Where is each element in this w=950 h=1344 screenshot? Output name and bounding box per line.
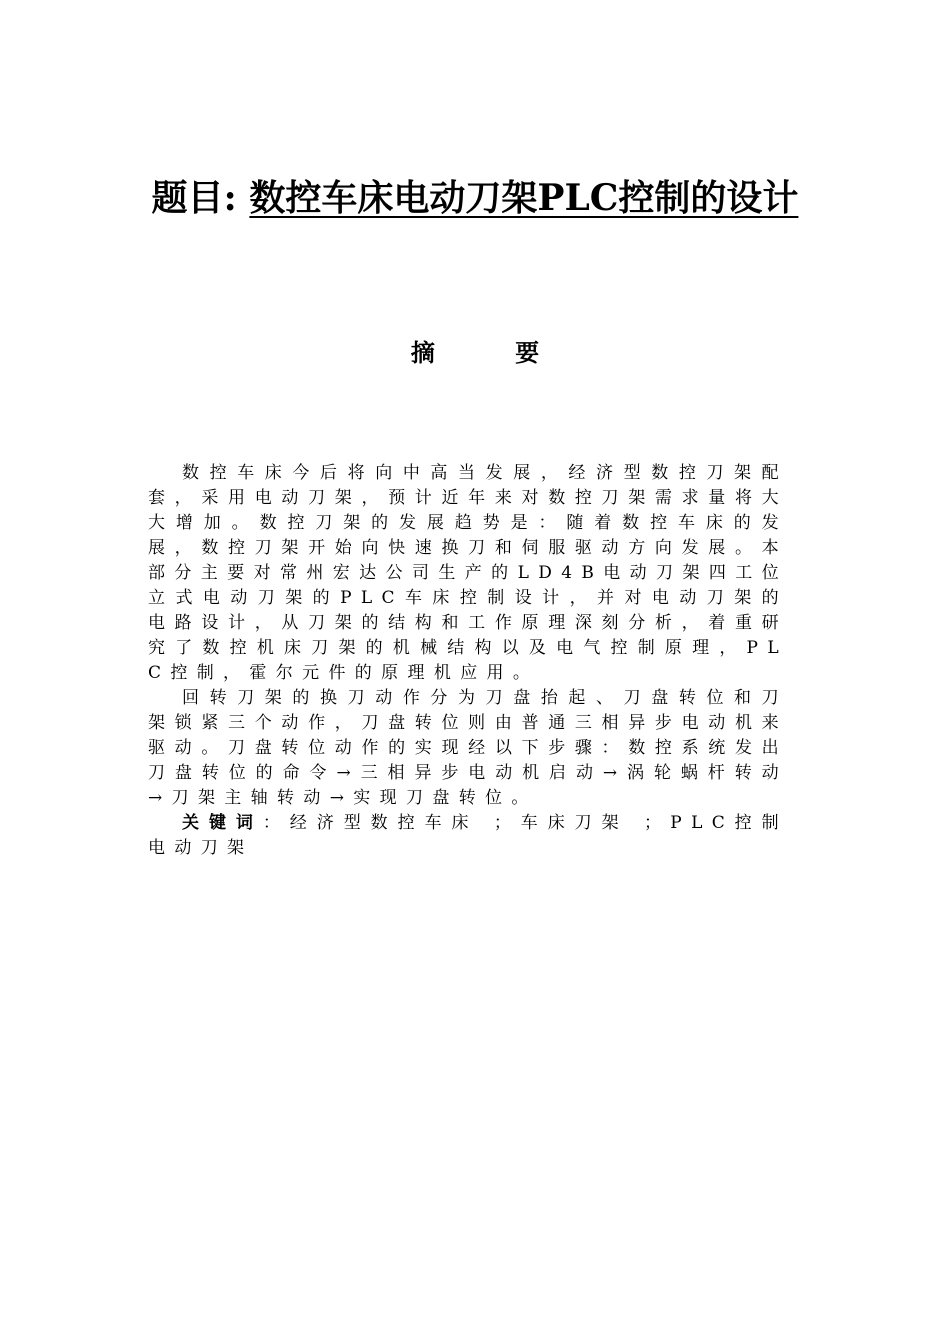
abstract-paragraph-2: 回转刀架的换刀动作分为刀盘抬起、刀盘转位和刀架锁紧三个动作，刀盘转位则由普通三相异步电动机来驱动。刀盘转位动作的实现经以下步骤：数控系统发出刀盘转位的命令→三相异步电动机启动→涡轮蜗杆转动→刀架主轴转动→实现刀盘转位。 — [148, 688, 788, 808]
abstract-body — [148, 461, 788, 861]
keywords-value: ：经济型数控车床 ；车床刀架 ；PLC控制电动刀架 — [148, 813, 788, 858]
abstract-paragraph-1: 数控车床今后将向中高当发展，经济型数控刀架配套，采用电动刀架，预计近年来对数控刀架需求量将大大增加。数控刀架的发展趋势是：随着数控车床的发展，数控刀架开始向快速换刀和伺服驱动方向发展。本部分主要对常州宏达公司生产的LD4B电动刀架四工位立式电动刀架的PLC车床控制设计，并对电动刀架的电路设计，从刀架的结构和工作原理深刻分析，着重研究了数控机床刀架的机械结构以及电气控制原理，PLC控制，霍尔元件的原理机应用。 — [148, 463, 788, 683]
abstract-heading: 摘 要 — [410, 338, 576, 367]
title-text: 数控车床电动刀架PLC控制的设计 — [249, 177, 799, 219]
keywords-label: 关键词 — [182, 813, 263, 833]
keywords-line — [148, 811, 788, 861]
title-label: 题目: — [151, 177, 237, 219]
page-title — [0, 172, 950, 224]
